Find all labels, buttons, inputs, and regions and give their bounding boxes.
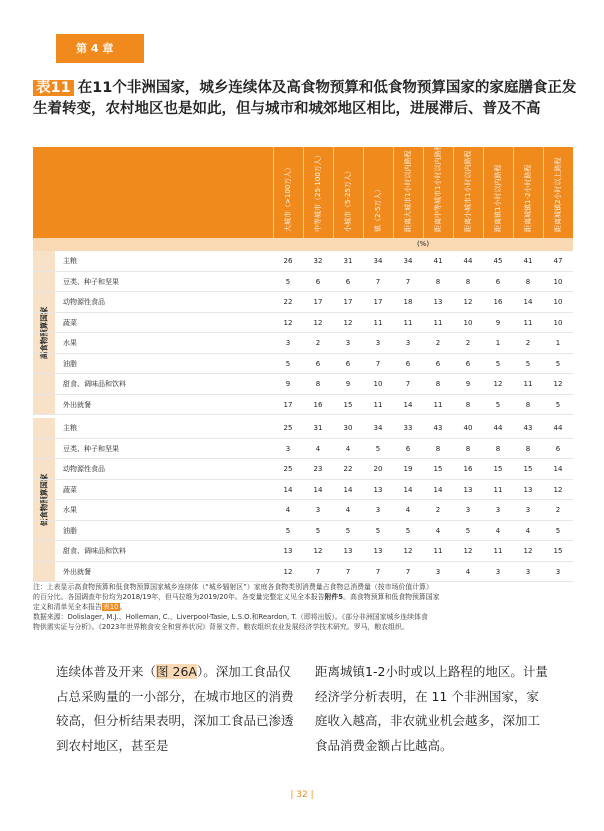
table-cell: 4 [315,444,321,453]
table-cell: 2 [435,339,441,347]
table-cell: 12 [553,380,563,388]
table-cell: 3 [555,567,561,576]
table-cell: 16 [463,465,473,473]
table-cell: 30 [343,424,353,432]
table-cell: 12 [313,547,323,555]
note-line-3 [33,602,578,612]
table-cell: 7 [375,277,381,286]
note-line-2 [33,592,578,602]
table-cell: 17 [313,298,323,306]
table-cell: 14 [523,298,533,306]
table-cell: 11 [493,547,503,555]
table-cell: 31 [313,424,323,432]
column-header-label: 距离城镇1-2小时路程 [524,164,532,232]
table-cell: 7 [315,567,321,576]
table-cell: 11 [523,318,533,327]
page-number: | 32 | [290,790,314,800]
row-label: 豆类、种子和坚果 [63,444,119,453]
table-cell: 12 [463,298,473,306]
table-cell: 23 [313,465,323,473]
table-body [33,251,573,582]
table-cell: 15 [523,465,533,473]
table-cell: 5 [465,526,471,535]
table-cell: 25 [283,465,293,473]
column-header-label: 距离城镇2小时以上路程 [554,157,562,232]
table-cell: 3 [285,339,291,347]
column-header-label: 大城市（>100万人） [284,163,292,232]
table-cell: 16 [493,298,503,306]
source-line-2: 物供需实证与分析》。《2023年世界粮食安全和营养状况》背景文件。粮农组织农业发展经济学技术研究。罗马，粮农组织。 [33,623,409,631]
table-cell: 2 [525,339,531,347]
table-cell: 8 [435,444,441,453]
table-cell: 11 [403,318,413,327]
table-cell: 11 [523,380,533,388]
figure-ref: 图 26A [156,664,197,679]
table-cell: 32 [313,257,323,265]
column-header [453,147,483,238]
table-cell: 3 [375,339,381,347]
note-text: 。 [119,603,127,611]
column-header [273,147,303,238]
column-separator [423,147,424,238]
table-cell: 8 [525,400,531,409]
column-header-label: 镇（2-5万人） [374,185,382,232]
table-cell: 34 [373,257,383,265]
note-text: 的百分比。各国调查年份均为2018/19年，但马拉维为2019/20年。各变量完整定义见全本报告 [33,593,325,601]
column-header-label: 距离大城市1小时以内路程 [404,150,412,232]
column-header [303,147,333,238]
table-cell: 11 [433,318,443,327]
table-cell: 13 [283,547,293,555]
table-cell: 3 [345,339,351,347]
table-cell: 6 [315,359,321,368]
table-cell: 3 [405,339,411,347]
note-text: 定义和清单见全本报告 [33,603,102,611]
table-row [33,374,573,395]
annex-ref: 附件5 [324,593,344,601]
table-cell: 6 [435,359,441,368]
table-number-tag: 表11 [33,80,74,96]
row-label: 甜食、调味品和饮料 [63,547,126,555]
table-cell: 14 [313,485,323,494]
table-cell: 34 [373,424,383,432]
table-cell: 4 [465,567,471,576]
table-cell: 5 [495,400,501,409]
table-cell: 31 [343,257,353,265]
table-cell: 3 [495,506,501,514]
table-cell: 15 [433,465,443,473]
table-row [33,418,573,439]
table-row [33,541,573,562]
table-cell: 5 [345,526,351,535]
table-cell: 9 [345,380,351,388]
table-cell: 5 [285,277,291,286]
column-header-label: 距离中等城市1小时以内路程 [434,143,442,232]
table-cell: 19 [403,465,413,473]
table-cell: 5 [555,526,561,535]
row-label: 甜食、调味品和饮料 [63,380,126,388]
table-cell: 9 [285,380,291,388]
data-table [33,143,573,582]
table-cell: 4 [495,526,501,535]
table-cell: 3 [315,506,321,514]
table-cell: 5 [525,359,531,368]
table-cell: 4 [435,526,441,535]
table-cell: 15 [343,400,353,409]
table-cell: 10 [373,380,383,388]
table-cell: 33 [403,424,413,432]
table-row [33,354,573,375]
table-cell: 44 [553,424,563,432]
row-label: 水果 [63,339,77,347]
source-line-1: 数据来源：Dolislager, M.J.、Holleman, C.、Liverpool-Tasie, L.S.O.和Reardon, T.（即将出版）。《部分非洲国家城乡连续体食 [33,613,428,621]
table-cell: 12 [493,380,503,388]
table-cell: 22 [283,298,293,306]
column-separator [333,147,334,238]
table-cell: 17 [373,298,383,306]
table-row [33,333,573,354]
table-cell: 2 [435,506,441,514]
table-cell: 13 [343,547,353,555]
row-label: 外出就餐 [63,400,91,409]
table-cell: 12 [553,485,563,494]
table-cell: 15 [493,465,503,473]
table-cell: 4 [345,506,351,514]
column-separator [303,147,304,238]
table-cell: 13 [433,298,443,306]
table-cell: 9 [465,380,471,388]
table-cell: 14 [433,485,443,494]
table-cell: 11 [373,400,383,409]
table-cell: 34 [403,257,413,265]
table-cell: 11 [373,318,383,327]
table-cell: 8 [525,444,531,453]
column-separator [483,147,484,238]
column-separator [273,147,274,238]
table-cell: 43 [433,424,443,432]
table-cell: 44 [463,257,473,265]
column-header [393,147,423,238]
table-cell: 7 [345,567,351,576]
table-row [33,292,573,313]
column-header-label: 距离镇1小时以内路程 [494,164,502,232]
table-cell: 6 [405,444,411,453]
table-row [33,251,573,272]
table-cell: 13 [373,485,383,494]
table-cell: 17 [283,400,293,409]
table-cell: 12 [283,318,293,327]
row-label: 主粮 [63,257,77,265]
table-cell: 7 [405,380,411,388]
column-header [543,147,573,238]
table-cell: 8 [465,277,471,286]
table-cell: 1 [555,339,561,347]
table-cell: 1 [495,339,501,347]
body-text-right: 距离城镇1-2小时或以上路程的地区。计量经济学分析表明，在 11 个非洲国家，家庭收入越高，非农就业机会越多，深加工食品消费金额占比越高。 [315,664,548,753]
row-label: 蔬菜 [63,485,77,494]
table-cell: 8 [525,277,531,286]
table-cell: 25 [283,424,293,432]
table-cell: 8 [465,400,471,409]
row-label: 油脂 [63,359,77,368]
table-cell: 12 [343,318,353,327]
column-header-label: 小城市（5-25万人） [344,167,352,232]
row-group [33,418,573,582]
table-cell: 7 [375,567,381,576]
table-cell: 3 [525,567,531,576]
column-header [333,147,363,238]
table-cell: 13 [463,485,473,494]
row-label: 动物源性食品 [63,298,105,306]
table-cell: 6 [465,359,471,368]
table-row [33,272,573,293]
chapter-tab: 第 4 章 [56,34,144,63]
table-cell: 12 [313,318,323,327]
column-header-label: 中等城市（25-100万人） [314,151,322,232]
table-cell: 3 [525,506,531,514]
table-cell: 43 [523,424,533,432]
table-cell: 14 [403,485,413,494]
table-cell: 22 [343,465,353,473]
table-cell: 5 [405,526,411,535]
table-cell: 12 [283,567,293,576]
unit-row [33,238,573,251]
column-separator [453,147,454,238]
table-cell: 41 [433,257,443,265]
table-cell: 7 [405,277,411,286]
table-row [33,313,573,334]
table-title [33,78,578,120]
table-cell: 41 [523,257,533,265]
table-cell: 14 [343,485,353,494]
table-cell: 3 [375,506,381,514]
table-cell: 5 [495,359,501,368]
column-separator [393,147,394,238]
table-cell: 5 [285,526,291,535]
table-cell: 12 [463,547,473,555]
table-cell: 6 [345,359,351,368]
table-cell: 10 [553,318,563,327]
table-cell: 15 [553,547,563,555]
table-cell: 5 [375,444,381,453]
table-cell: 2 [465,339,471,347]
table-cell: 44 [493,424,503,432]
table-cell: 16 [313,400,323,409]
table-cell: 6 [495,277,501,286]
table-cell: 3 [285,444,291,453]
note-line-1: 注：上表显示高食物预算和低食物预算国家城乡连续体（“城乡辐射区”）家庭各食物类别消费量占食物总消费量（按市场价值计算） [33,583,433,591]
table-row [33,459,573,480]
group-label: 高食物预算国家 [39,306,49,360]
column-header [363,147,393,238]
table-cell: 13 [523,485,533,494]
table-cell: 8 [465,444,471,453]
column-header [513,147,543,238]
table-row [33,395,573,416]
table-cell: 11 [433,547,443,555]
table-cell: 8 [315,380,321,388]
table-cell: 6 [315,277,321,286]
column-header-label: 距离小城市1小时以内路程 [464,150,472,232]
column-separator [543,147,544,238]
row-label: 水果 [63,506,77,514]
row-group [33,251,573,415]
column-header [483,147,513,238]
table-cell: 10 [553,277,563,286]
table-row [33,521,573,542]
table-cell: 20 [373,465,383,473]
table-cell: 13 [373,547,383,555]
table-cell: 10 [553,298,563,306]
table-cell: 47 [553,257,563,265]
table-cell: 4 [345,444,351,453]
group-label: 低食物预算国家 [39,473,49,527]
table-cell: 18 [403,298,413,306]
table-row [33,562,573,583]
table-cell: 3 [435,567,441,576]
table-cell: 6 [555,444,561,453]
table-cell: 11 [433,400,443,409]
row-label: 外出就餐 [63,567,91,576]
table-cell: 9 [495,318,501,327]
table-cell: 12 [403,547,413,555]
row-label: 动物源性食品 [63,465,105,473]
column-separator [513,147,514,238]
table-cell: 4 [525,526,531,535]
table-ref: 表10 [102,603,119,611]
body-text: 连续体普及开来（ [56,664,157,679]
table-cell: 14 [283,485,293,494]
table-cell: 2 [555,506,561,514]
table-cell: 40 [463,424,473,432]
table-cell: 4 [285,506,291,514]
column-separator [363,147,364,238]
table-cell: 14 [403,400,413,409]
table-cell: 3 [465,506,471,514]
table-cell: 12 [523,547,533,555]
table-cell: 7 [405,567,411,576]
body-text: ）。深加工食品仅占总采购量的一小部分，在城市地区的消费较高，但分析结果表明，深加工食品已渗透到农村地区，甚至是 [56,664,294,753]
table-row [33,500,573,521]
table-cell: 5 [555,359,561,368]
table-cell: 11 [493,485,503,494]
column-header [423,143,453,238]
row-label: 主粮 [63,424,77,432]
table-cell: 5 [285,359,291,368]
body-text-left [56,660,296,758]
table-cell: 5 [315,526,321,535]
table-cell: 10 [463,318,473,327]
unit-label: (%) [416,240,430,248]
table-cell: 8 [435,277,441,286]
table-cell: 3 [495,567,501,576]
table-row [33,480,573,501]
table-row [33,439,573,460]
table-cell: 8 [495,444,501,453]
table-cell: 14 [553,465,563,473]
table-cell: 2 [315,339,321,347]
table-title-text: 在11个非洲国家，城乡连续体及高食物预算和低食物预算国家的家庭膳食正发生着转变，农村地区也是如此，但与城市和城郊地区相比，进展滞后、普及不高 [33,80,577,117]
table-cell: 6 [405,359,411,368]
table-cell: 7 [375,359,381,368]
table-cell: 5 [375,526,381,535]
note-text: 。高食物预算和低食物预算国家 [343,593,440,601]
table-cell: 45 [493,257,503,265]
table-note [33,582,578,632]
table-header [33,143,573,238]
row-label: 豆类、种子和坚果 [63,277,119,286]
table-cell: 8 [435,380,441,388]
row-label: 油脂 [63,526,77,535]
table-cell: 6 [345,277,351,286]
table-cell: 5 [555,400,561,409]
row-label: 蔬菜 [63,318,77,327]
table-cell: 4 [405,506,411,514]
table-cell: 26 [283,257,293,265]
table-cell: 17 [343,298,353,306]
